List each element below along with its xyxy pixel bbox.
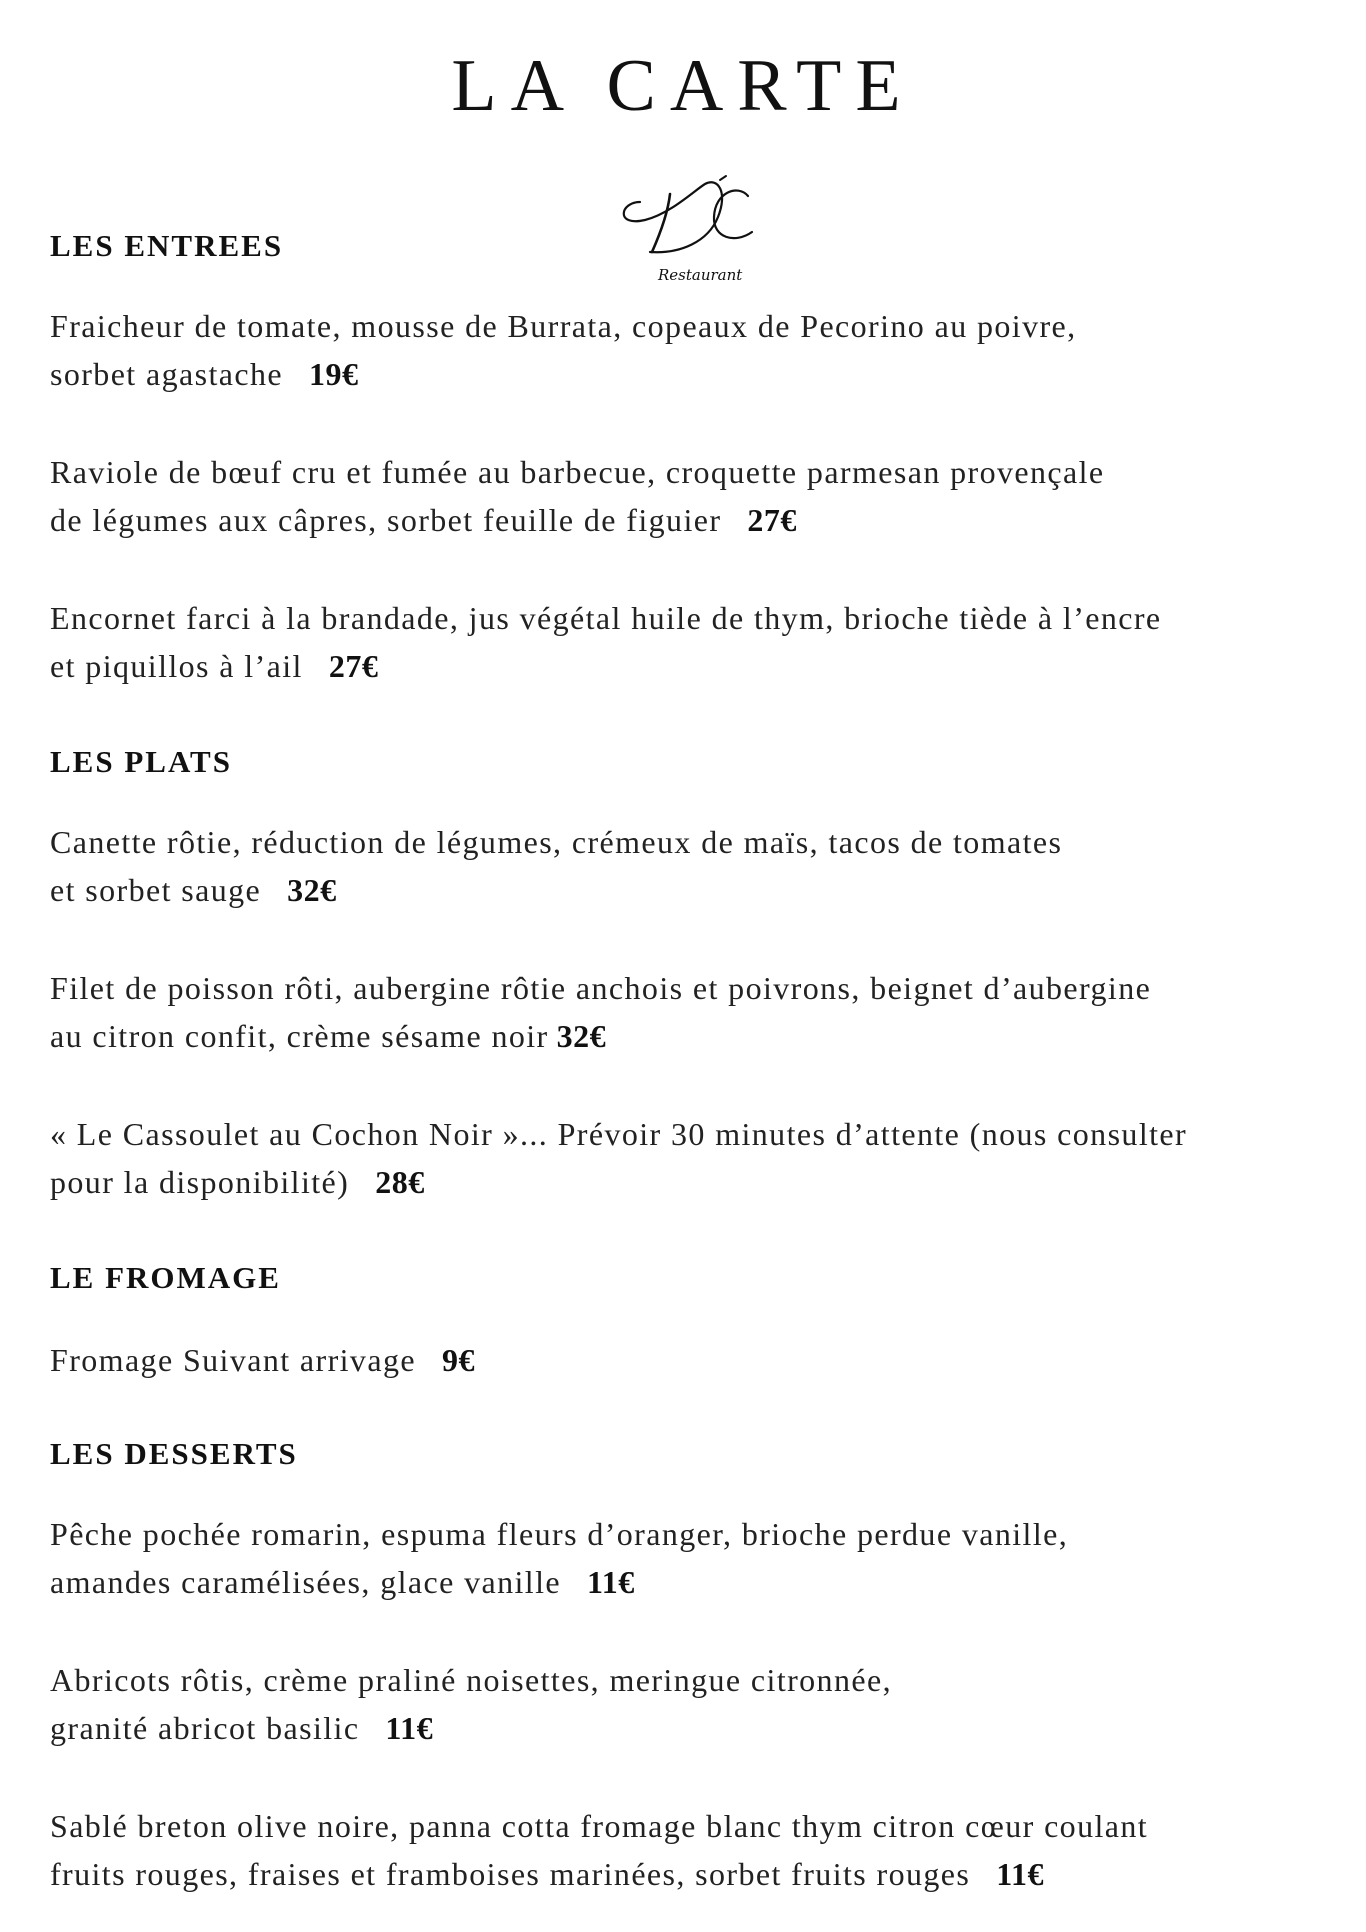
page-title: LA CARTE (451, 45, 915, 127)
item-line: fruits rouges, fraises et framboises marinées, sorbet fruits rouges (50, 1856, 971, 1892)
menu-item (50, 594, 1330, 690)
section-title-fromage: LE FROMAGE (50, 1260, 281, 1295)
item-price: 11€ (586, 1564, 635, 1600)
menu-item (50, 1510, 1330, 1606)
menu-item (50, 1802, 1330, 1898)
item-line: au citron confit, crème sésame noir (50, 1018, 549, 1054)
item-line: Sablé breton olive noire, panna cotta fromage blanc thym citron cœur coulant (50, 1808, 1149, 1844)
item-line: Filet de poisson rôti, aubergine rôtie anchois et poivrons, beignet d’aubergine (50, 970, 1152, 1006)
item-price: 32€ (556, 1018, 607, 1054)
item-price: 27€ (747, 502, 797, 538)
item-line: et piquillos à l’ail (50, 648, 303, 684)
item-line: « Le Cassoulet au Cochon Noir »... Prévoir 30 minutes d’attente (nous consulter (50, 1116, 1188, 1152)
restaurant-logo-icon (610, 172, 760, 287)
menu-item (50, 448, 1330, 544)
item-line: Canette rôtie, réduction de légumes, crémeux de maïs, tacos de tomates (50, 824, 1063, 860)
menu-item (50, 302, 1330, 398)
menu-item (50, 1110, 1330, 1206)
item-price: 32€ (287, 872, 337, 908)
item-line: de légumes aux câpres, sorbet feuille de figuier (50, 502, 722, 538)
item-line: sorbet agastache (50, 356, 283, 392)
item-price: 9€ (441, 1342, 475, 1378)
item-line: pour la disponibilité) (50, 1164, 350, 1200)
restaurant-logo (610, 172, 760, 287)
logo-tagline: Restaurant (658, 266, 743, 284)
menu-item (50, 964, 1330, 1060)
item-price: 28€ (375, 1164, 425, 1200)
menu-item (50, 1336, 1330, 1384)
item-line: Fromage Suivant arrivage (50, 1342, 416, 1378)
item-line: granité abricot basilic (50, 1710, 360, 1746)
menu-item (50, 1656, 1330, 1752)
item-line: Fraicheur de tomate, mousse de Burrata, copeaux de Pecorino au poivre, (50, 308, 1077, 344)
section-title-desserts: LES DESSERTS (50, 1436, 298, 1471)
menu-item (50, 818, 1330, 914)
section-title-plats: LES PLATS (50, 744, 232, 779)
item-line: Abricots rôtis, crème praliné noisettes, meringue citronnée, (50, 1662, 892, 1698)
section-title-entrees: LES ENTREES (50, 228, 284, 263)
item-line: Raviole de bœuf cru et fumée au barbecue, croquette parmesan provençale (50, 454, 1105, 490)
item-price: 11€ (996, 1856, 1044, 1892)
item-line: et sorbet sauge (50, 872, 262, 908)
item-price: 27€ (328, 648, 379, 684)
item-price: 19€ (308, 356, 359, 392)
item-line: Encornet farci à la brandade, jus végétal huile de thym, brioche tiède à l’encre (50, 600, 1162, 636)
item-line: Pêche pochée romarin, espuma fleurs d’oranger, brioche perdue vanille, (50, 1516, 1069, 1552)
item-price: 11€ (385, 1710, 434, 1746)
item-line: amandes caramélisées, glace vanille (50, 1564, 561, 1600)
